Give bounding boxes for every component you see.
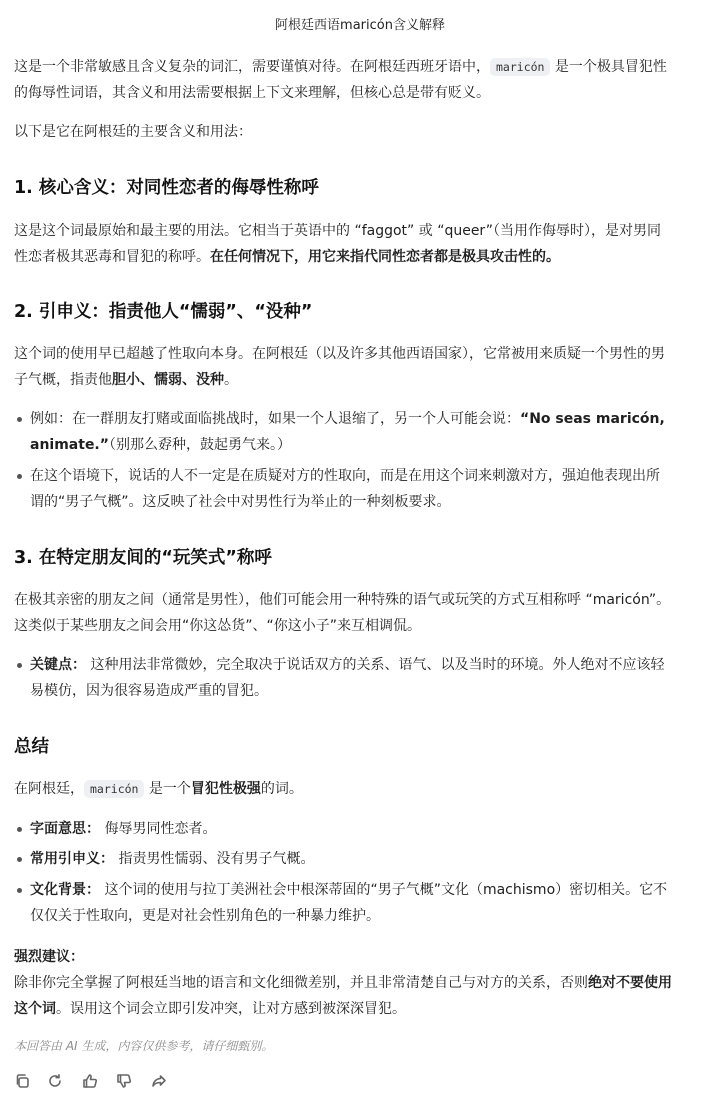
section1-line2a: 性恋者极其恶毒和冒犯的称呼。 [14, 249, 210, 265]
section2-line2a: 子气概，指责他 [14, 372, 112, 388]
bullet2-line1: 在这个语境下，说话的人不一定是在质疑对方的性取向，而是在用这个词来刺激对方，强迫他表现出所 [30, 468, 660, 484]
advice-line1a: 除非你完全掌握了阿根廷当地的语言和文化细微差别，并且非常清楚自己与对方的关系，否则 [14, 975, 588, 991]
summary-text-c: 的词。 [260, 781, 303, 797]
regenerate-button[interactable] [45, 1071, 65, 1091]
ai-disclaimer: 本回答由 AI 生成，内容仅供参考，请仔细甄别。 [14, 1039, 274, 1053]
bullet1-text-d: （别那么孬种，鼓起勇气来。） [108, 437, 291, 453]
section2-bold: 胆小、懦弱、没种 [112, 372, 224, 388]
page-title: 阿根廷西语maricón含义解释 [275, 18, 445, 33]
section1-heading: 1. 核心含义：对同性恋者的侮辱性称呼 [14, 178, 319, 198]
summary-text-a: 在阿根廷， [14, 781, 84, 797]
intro-text-c: 的侮辱性词语，其含义和用法需要根据上下文来理解，但核心总是带有贬义。 [14, 85, 490, 101]
advice-bold-a: 绝对不要使用 [588, 975, 672, 991]
section3-paragraph [14, 587, 709, 639]
list-item-text [30, 846, 708, 872]
intro-paragraph [14, 54, 709, 106]
section1-paragraph [14, 218, 709, 270]
bullet-line1: 这种用法非常微妙，完全取决于说话双方的关系、语气、以及当时的环境。外人绝对不应该轻 [86, 657, 665, 673]
list-item-text [30, 463, 708, 515]
bullet-dot [17, 827, 22, 832]
bullet-text: 指责男性懦弱、没有男子气概。 [114, 851, 315, 867]
bullet-text: 侮辱男同性恋者。 [100, 821, 217, 837]
section1-line1: 这是这个词最原始和最主要的用法。它相当于英语中的 “faggot” 或 “queer”（当用作侮辱时），是对男同 [14, 223, 662, 239]
bullet1-bold-a: “No seas maricón, [520, 411, 665, 427]
section1-bold: 在任何情况下，用它来指代同性恋者都是极具攻击性的。 [210, 249, 560, 265]
intro-text-a: 这是一个非常敏感且含义复杂的词汇，需要谨慎对待。在阿根廷西班牙语中， [14, 59, 490, 75]
bullet-dot [17, 857, 22, 862]
section3-line1: 在极其亲密的朋友之间（通常是男性），他们可能会用一种特殊的语气或玩笑的方式互相称呼 “maricón”。 [14, 592, 671, 608]
regenerate-icon [47, 1073, 63, 1089]
summary-heading: 总结 [14, 737, 49, 757]
bullet-dot [17, 888, 22, 893]
inline-code-maricon: maricón [490, 58, 550, 76]
bullet-dot [17, 663, 22, 668]
summary-paragraph [14, 776, 709, 802]
bullet-dot [17, 474, 22, 479]
summary-bold: 冒犯性极强 [190, 781, 261, 797]
list-item-text [30, 816, 708, 842]
bullet-label: 常用引申义： [30, 851, 114, 867]
list-item-text [30, 877, 708, 929]
thumbs-up-icon [82, 1073, 98, 1089]
bullet-line2: 易模仿，因为很容易造成严重的冒犯。 [30, 683, 268, 699]
thumbs-down-button[interactable] [114, 1071, 134, 1091]
intro-text-b: 是一个极具冒犯性 [550, 59, 667, 75]
bullet-label: 关键点： [30, 657, 86, 673]
thumbs-up-button[interactable] [80, 1071, 100, 1091]
thumbs-down-icon [116, 1073, 132, 1089]
intro-paragraph-2: 以下是它在阿根廷的主要含义和用法： [14, 124, 252, 140]
bullet-label: 字面意思： [30, 821, 100, 837]
bullet2-line2: 谓的“男子气概”。这反映了社会中对男性行为举止的一种刻板要求。 [30, 494, 451, 510]
section3-line2: 这类似于某些朋友之间会用“你这怂货”、“你这小子”来互相调侃。 [14, 618, 422, 634]
share-icon [151, 1073, 167, 1089]
section2-line1: 这个词的使用早已超越了性取向本身。在阿根廷（以及许多其他西语国家），它常被用来质疑一个男性的男 [14, 346, 665, 362]
inline-code-maricon: maricón [84, 780, 144, 798]
list-item-text [30, 406, 708, 458]
section2-heading: 2. 引申义：指责他人“懦弱”、“没种” [14, 302, 313, 322]
advice-label: 强烈建议： [14, 949, 84, 965]
bullet1-bold-b: animate.” [30, 437, 109, 453]
bullet-line2: 仅仅关于性取向，更是对社会性别角色的一种暴力维护。 [30, 908, 380, 924]
section3-heading: 3. 在特定朋友间的“玩笑式”称呼 [14, 548, 272, 568]
summary-text-b: 是一个 [144, 781, 191, 797]
advice-paragraph [14, 944, 709, 1022]
advice-bold-b: 这个词 [14, 1001, 56, 1017]
bullet-line1: 这个词的使用与拉丁美洲社会中根深蒂固的“男子气概”文化（machismo）密切相关。它不 [100, 882, 668, 898]
bullet-dot [17, 417, 22, 422]
advice-line2b: 。误用这个词会立即引发冲突，让对方感到被深深冒犯。 [56, 1001, 406, 1017]
share-button[interactable] [149, 1071, 169, 1091]
list-item-text [30, 652, 708, 704]
bullet-label: 文化背景： [30, 882, 100, 898]
bullet1-text-a: 例如：在一群朋友打赌或面临挑战时，如果一个人退缩了，另一个人可能会说： [30, 411, 520, 427]
copy-icon [14, 1073, 30, 1089]
section2-line2c: 。 [224, 372, 238, 388]
section2-paragraph [14, 341, 709, 393]
copy-button[interactable] [12, 1071, 32, 1091]
